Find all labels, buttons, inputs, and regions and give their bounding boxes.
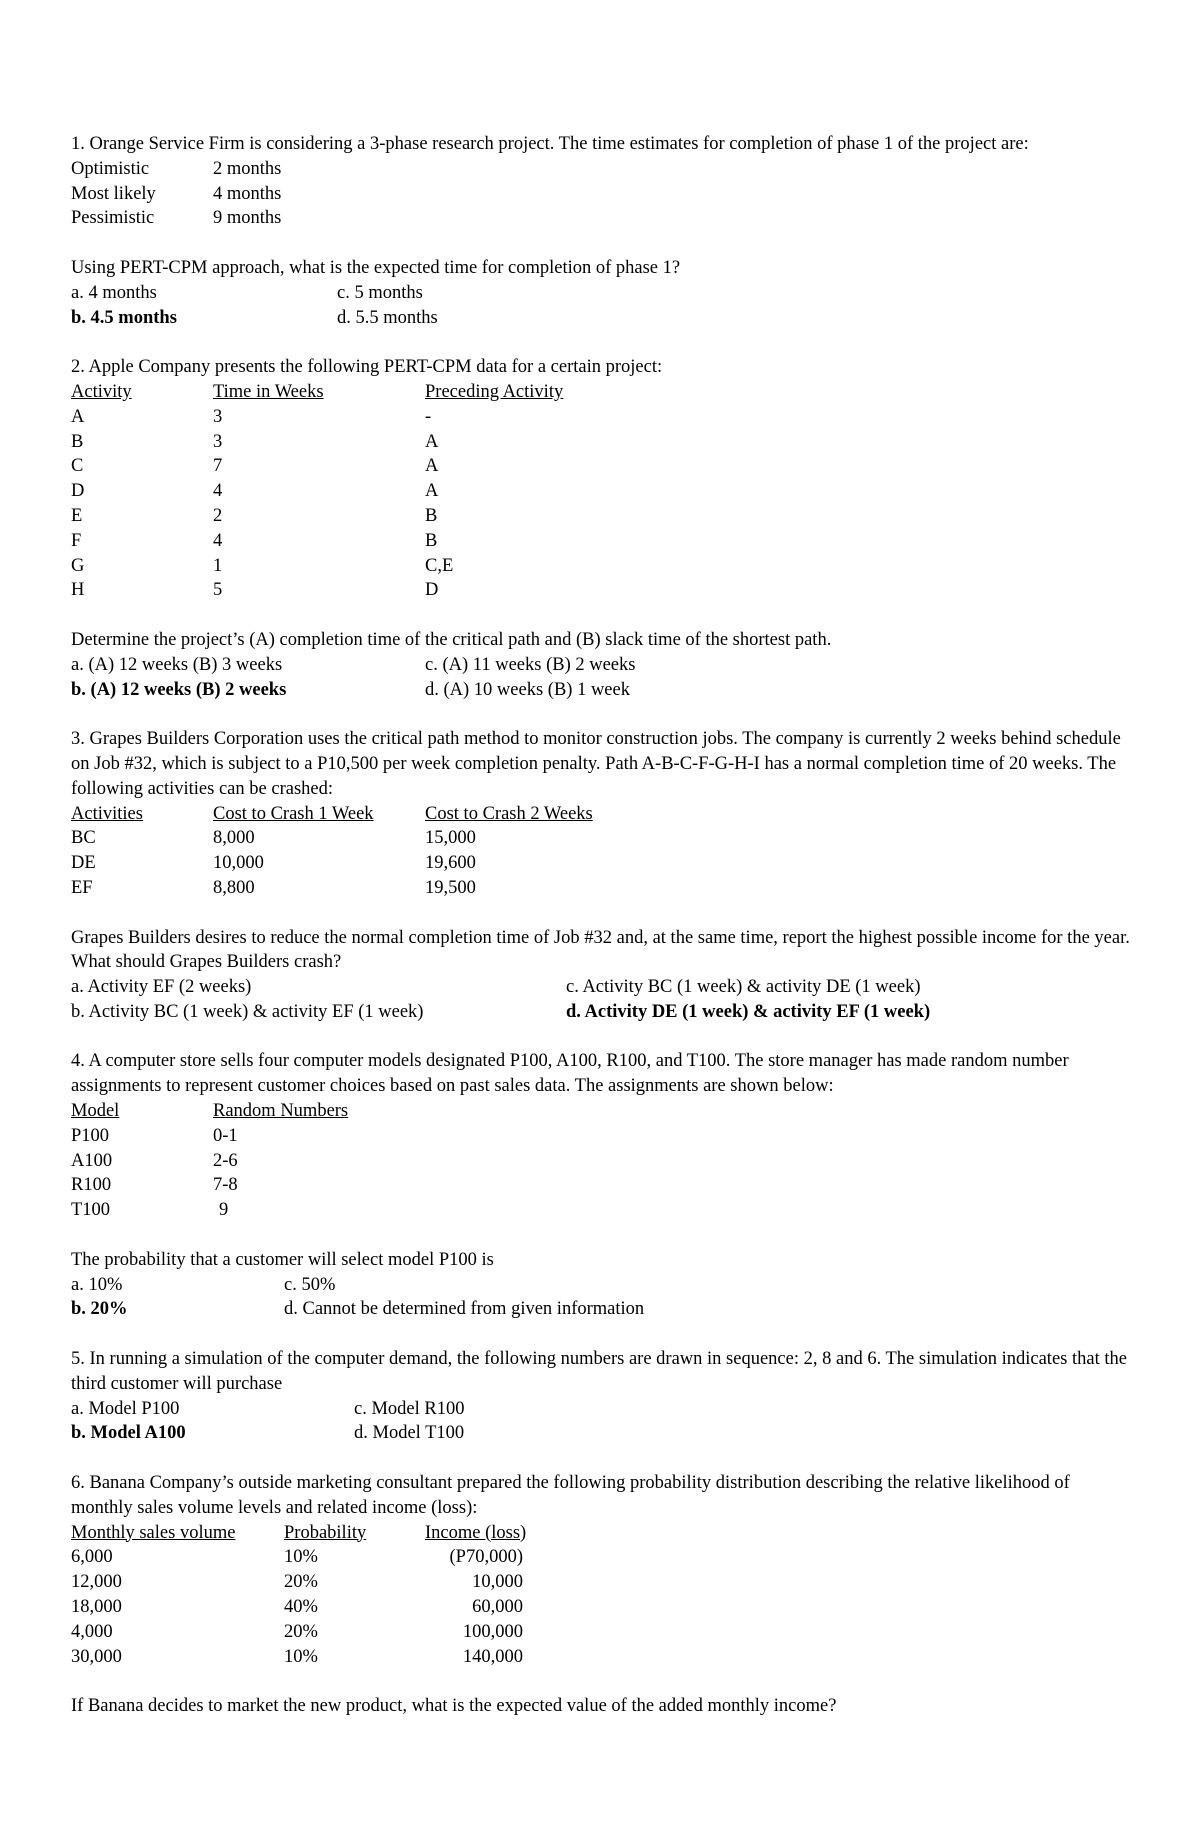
cell-probability: 20% [284, 1621, 318, 1642]
cell-random-numbers: 0-1 [213, 1125, 238, 1146]
table-row [71, 1570, 1131, 1595]
cell-income: 60,000 [472, 1597, 523, 1618]
cell-time: 4 [213, 530, 223, 551]
choice-a: a. Activity EF (2 weeks) [71, 977, 252, 998]
header-income: Income (loss) [425, 1522, 527, 1543]
cell-activity: C [71, 456, 84, 477]
estimate-row [71, 182, 1131, 207]
header-time: Time in Weeks [213, 381, 324, 402]
cell-time: 1 [213, 555, 223, 576]
cell-preceding: A [425, 456, 439, 477]
header-probability: Probability [284, 1522, 367, 1543]
choice-c: c. Model R100 [354, 1398, 465, 1419]
cell-model: P100 [71, 1125, 110, 1146]
header-crash-2: Cost to Crash 2 Weeks [425, 803, 593, 824]
question-stem: 2. Apple Company presents the following PERT-CPM data for a certain project: [71, 357, 663, 378]
cell-activity: H [71, 580, 85, 601]
choice-d: d. Model T100 [354, 1423, 465, 1444]
table-row [71, 1545, 1131, 1570]
question-prompt: Determine the project’s (A) completion time of the critical path and (B) slack time of the shortest path. [71, 629, 832, 650]
table-row [71, 504, 1131, 529]
choice-b-answer: b. (A) 12 weeks (B) 2 weeks [71, 679, 287, 700]
estimate-value: 2 months [213, 158, 282, 179]
cell-sales-volume: 6,000 [71, 1547, 113, 1568]
choice-c: c. 50% [284, 1274, 336, 1295]
cell-time: 7 [213, 456, 223, 477]
table-row [71, 851, 1131, 876]
table-row [71, 1149, 1131, 1174]
table-row [71, 1620, 1131, 1645]
table-row [71, 876, 1131, 901]
header-activity: Activity [71, 381, 132, 402]
question-3 [71, 727, 1131, 1049]
choice-row [71, 1000, 1131, 1025]
cell-crash-1: 10,000 [213, 853, 264, 874]
estimate-value: 9 months [213, 208, 282, 229]
choice-row [71, 1397, 1131, 1422]
choice-b-answer: b. 20% [71, 1299, 128, 1320]
header-activities: Activities [71, 803, 143, 824]
cell-sales-volume: 12,000 [71, 1572, 122, 1593]
question-stem: 5. In running a simulation of the computer demand, the following numbers are drawn in sequence: 2, 8 and 6. The simulation indicates that the third customer will purchase [71, 1349, 1127, 1394]
table-row [71, 1124, 1131, 1149]
question-prompt: Using PERT-CPM approach, what is the expected time for completion of phase 1? [71, 257, 681, 278]
header-preceding: Preceding Activity [425, 381, 564, 402]
cell-activity: G [71, 555, 85, 576]
cell-crash-2: 15,000 [425, 828, 476, 849]
table-row [71, 578, 1131, 603]
question-prompt: If Banana decides to market the new product, what is the expected value of the added monthly income? [71, 1696, 837, 1717]
cell-activity: A [71, 406, 85, 427]
table-row [71, 1595, 1131, 1620]
cell-time: 5 [213, 580, 223, 601]
cell-crash-1: 8,000 [213, 828, 255, 849]
cell-activities: EF [71, 877, 93, 898]
question-stem: 4. A computer store sells four computer models designated P100, A100, R100, and T100. The store manager has made random number assignments to represent customer choices based on past sales data. The assignments are shown below: [71, 1051, 1069, 1097]
question-5 [71, 1347, 1131, 1471]
choice-d-answer: d. Activity DE (1 week) & activity EF (1 week) [566, 1001, 931, 1022]
header-random-numbers: Random Numbers [213, 1101, 349, 1122]
table-row [71, 529, 1131, 554]
header-sales-volume: Monthly sales volume [71, 1522, 236, 1543]
choice-row [71, 1421, 1131, 1446]
cell-time: 2 [213, 505, 223, 526]
table-header [71, 802, 1131, 827]
choice-row [71, 306, 1131, 331]
choice-a: a. 4 months [71, 282, 157, 303]
estimate-value: 4 months [213, 183, 282, 204]
question-2 [71, 355, 1131, 727]
exam-document [71, 132, 1131, 1719]
table-row [71, 554, 1131, 579]
cell-time: 3 [213, 431, 223, 452]
choice-row [71, 678, 1131, 703]
choice-b-answer: b. 4.5 months [71, 307, 177, 328]
cell-probability: 10% [284, 1646, 318, 1667]
cell-crash-2: 19,600 [425, 853, 476, 874]
question-stem: 6. Banana Company’s outside marketing consultant prepared the following probability distribution describing the relative likelihood of monthly sales volume levels and related income (loss): [71, 1473, 1070, 1518]
cell-income: 100,000 [462, 1621, 523, 1642]
cell-activity: F [71, 530, 82, 551]
table-row [71, 454, 1131, 479]
cell-random-numbers: 9 [219, 1200, 229, 1221]
table-row [71, 1198, 1131, 1223]
cell-probability: 20% [284, 1572, 318, 1593]
choice-a: a. (A) 12 weeks (B) 3 weeks [71, 654, 283, 675]
table-row [71, 479, 1131, 504]
cell-random-numbers: 7-8 [213, 1175, 238, 1196]
cell-random-numbers: 2-6 [213, 1150, 238, 1171]
question-stem: 1. Orange Service Firm is considering a 3-phase research project. The time estimates for completion of phase 1 of the project are: [71, 134, 1029, 154]
choice-row [71, 281, 1131, 306]
choice-a: a. 10% [71, 1274, 123, 1295]
header-crash-1: Cost to Crash 1 Week [213, 803, 374, 824]
question-prompt: Grapes Builders desires to reduce the normal completion time of Job #32 and, at the same time, report the highest possible income for the year. What should Grapes Builders crash? [71, 927, 1130, 973]
cell-sales-volume: 18,000 [71, 1597, 122, 1618]
choice-row [71, 1297, 1131, 1322]
cell-preceding: A [425, 431, 439, 452]
cell-activity: E [71, 505, 83, 526]
cell-sales-volume: 4,000 [71, 1621, 113, 1642]
cell-activity: B [71, 431, 84, 452]
choice-d: d. (A) 10 weeks (B) 1 week [425, 679, 630, 700]
cell-activities: BC [71, 828, 96, 849]
table-header [71, 380, 1131, 405]
table-header [71, 1099, 1131, 1124]
question-6 [71, 1471, 1131, 1719]
cell-preceding: D [425, 580, 439, 601]
cell-preceding: B [425, 530, 438, 551]
estimate-label: Most likely [71, 183, 156, 204]
choice-b-answer: b. Model A100 [71, 1423, 186, 1444]
header-model: Model [71, 1101, 120, 1122]
cell-income: 10,000 [472, 1572, 523, 1593]
estimate-label: Optimistic [71, 158, 150, 179]
choice-row [71, 1273, 1131, 1298]
cell-crash-2: 19,500 [425, 877, 476, 898]
table-row [71, 405, 1131, 430]
choice-c: c. Activity BC (1 week) & activity DE (1 week) [566, 977, 921, 998]
table-row [71, 826, 1131, 851]
cell-probability: 40% [284, 1597, 318, 1618]
choice-d: d. Cannot be determined from given information [284, 1299, 645, 1320]
choice-row [71, 975, 1131, 1000]
cell-model: T100 [71, 1200, 111, 1221]
cell-preceding: A [425, 481, 439, 502]
cell-model: R100 [71, 1175, 112, 1196]
cell-preceding: C,E [425, 555, 454, 576]
question-1 [71, 132, 1131, 355]
cell-activity: D [71, 481, 85, 502]
table-row [71, 1173, 1131, 1198]
choice-c: c. (A) 11 weeks (B) 2 weeks [425, 654, 636, 675]
cell-sales-volume: 30,000 [71, 1646, 122, 1667]
question-4 [71, 1049, 1131, 1347]
cell-time: 4 [213, 481, 223, 502]
choice-a: a. Model P100 [71, 1398, 180, 1419]
cell-crash-1: 8,800 [213, 877, 255, 898]
estimate-row [71, 157, 1131, 182]
estimate-row [71, 206, 1131, 231]
cell-probability: 10% [284, 1547, 318, 1568]
cell-model: A100 [71, 1150, 113, 1171]
estimate-label: Pessimistic [71, 208, 155, 229]
choice-d: d. 5.5 months [337, 307, 438, 328]
cell-preceding: - [425, 406, 432, 427]
cell-income: (P70,000) [449, 1547, 523, 1568]
table-row [71, 430, 1131, 455]
cell-time: 3 [213, 406, 223, 427]
question-stem: 3. Grapes Builders Corporation uses the critical path method to monitor construction jobs. The company is currently 2 weeks behind schedule on Job #32, which is subject to a P10,500 per week completion penalty. Path A-B-C-F-G-H-I has a normal completion time of 20 weeks. The following activities can be crashed: [71, 729, 1121, 799]
cell-activities: DE [71, 853, 96, 874]
choice-c: c. 5 months [337, 282, 423, 303]
table-header [71, 1521, 1131, 1546]
choice-row [71, 653, 1131, 678]
table-row [71, 1645, 1131, 1670]
cell-preceding: B [425, 505, 438, 526]
cell-income: 140,000 [462, 1646, 523, 1667]
question-prompt: The probability that a customer will select model P100 is [71, 1249, 494, 1270]
choice-b: b. Activity BC (1 week) & activity EF (1 week) [71, 1001, 424, 1022]
